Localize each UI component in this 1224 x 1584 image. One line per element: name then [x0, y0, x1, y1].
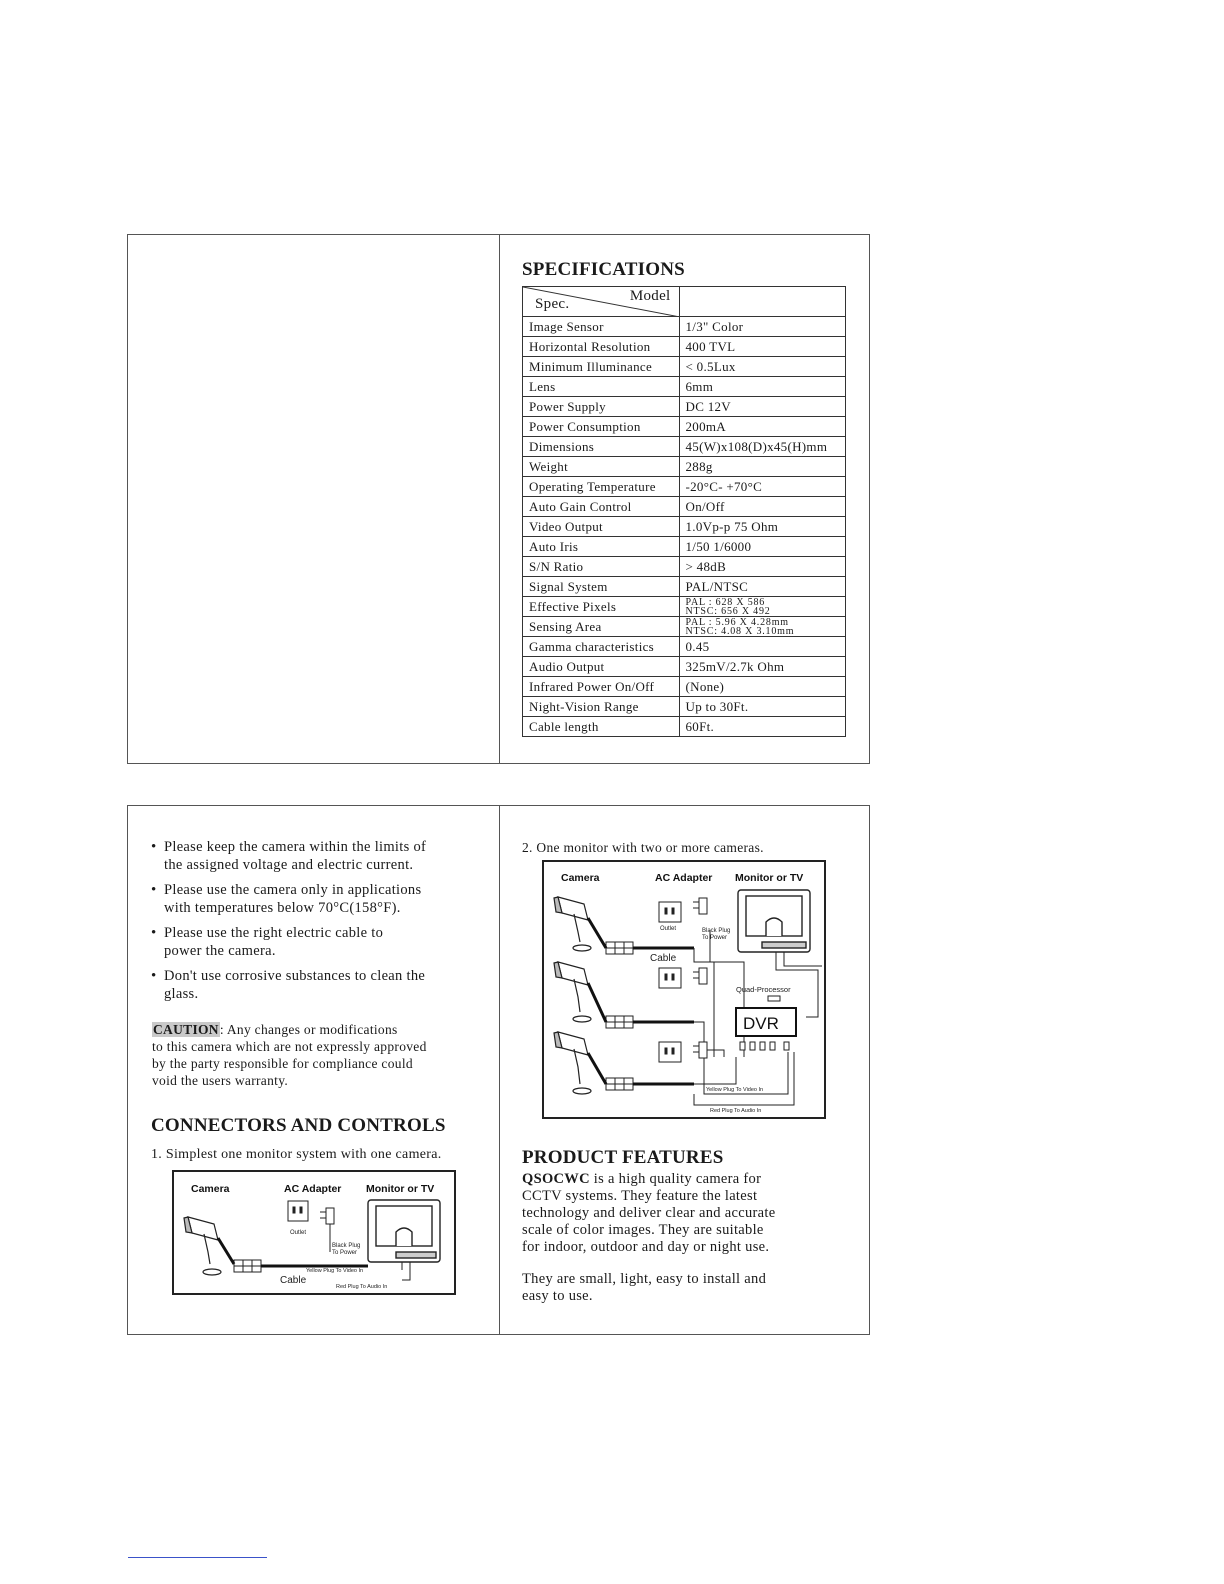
- spec-value: 288g: [679, 457, 846, 477]
- quad-processor-label: Quad-Processor: [736, 985, 791, 994]
- spec-value: 325mV/2.7k Ohm: [679, 657, 846, 677]
- table-row: [523, 517, 846, 537]
- spec-value: 400 TVL: [679, 337, 846, 357]
- precautions-list: [150, 838, 494, 1010]
- spec-label: Infrared Power On/Off: [523, 677, 680, 697]
- spec-value: 60Ft.: [679, 717, 846, 737]
- connectors-item-2: 2. One monitor with two or more cameras.: [522, 840, 764, 855]
- table-row: [523, 677, 846, 697]
- connector-icon: [234, 1260, 261, 1272]
- spec-label: Dimensions: [523, 437, 680, 457]
- spec-label: Audio Output: [523, 657, 680, 677]
- table-row: [523, 417, 846, 437]
- table-row: [523, 717, 846, 737]
- product-features-paragraph-1: [522, 1171, 775, 1256]
- connector-icon: [606, 942, 633, 1090]
- list-item: [164, 924, 494, 960]
- product-features-paragraph-2: [522, 1271, 766, 1305]
- spec-label: Lens: [523, 377, 680, 397]
- list-item-line: • Please use the camera only in applications: [164, 882, 422, 898]
- caution-text: : Any changes or modifications: [219, 1022, 398, 1037]
- list-item-line: the assigned voltage and electric current.: [164, 857, 414, 873]
- spec-label: Sensing Area: [523, 617, 680, 637]
- table-row: [523, 377, 846, 397]
- spec-value-line: NTSC: 4.08 X 3.10mm: [685, 625, 795, 637]
- table-row: [523, 657, 846, 677]
- list-item-line: • Please use the right electric cable to: [164, 925, 384, 941]
- ac-adapter-label: AC Adapter: [655, 872, 713, 884]
- monitor-label: Monitor or TV: [366, 1183, 435, 1195]
- multi-camera-diagram: [542, 860, 826, 1119]
- table-row: [523, 557, 846, 577]
- spec-value: 6mm: [679, 377, 846, 397]
- av-plug-lines: [402, 1262, 410, 1280]
- spec-label: Gamma characteristics: [523, 637, 680, 657]
- monitor-icon: [738, 890, 810, 952]
- features-line: They are small, light, easy to install and: [522, 1271, 767, 1287]
- spec-label: Operating Temperature: [523, 477, 680, 497]
- table-row: [523, 437, 846, 457]
- spec-value: 1/3" Color: [679, 317, 846, 337]
- table-row: [523, 597, 846, 617]
- spec-label: Auto Gain Control: [523, 497, 680, 517]
- brand-name: QSOCWC: [522, 1171, 590, 1187]
- spec-value: DC 12V: [679, 397, 846, 417]
- outlet-label: Outlet: [290, 1230, 307, 1236]
- features-text: is a high quality camera for: [589, 1171, 762, 1187]
- caution-line: [152, 1021, 482, 1038]
- connectors-item-1: 1. Simplest one monitor system with one camera.: [151, 1147, 442, 1162]
- list-item-line: • Don't use corrosive substances to clean the: [164, 968, 426, 984]
- spec-value: On/Off: [679, 497, 846, 517]
- spec-label: Minimum Illuminance: [523, 357, 680, 377]
- spec-value: < 0.5Lux: [679, 357, 846, 377]
- spec-value: 0.45: [679, 637, 846, 657]
- spec-label: Video Output: [523, 517, 680, 537]
- features-line: [522, 1171, 775, 1188]
- spec-value: > 48dB: [679, 557, 846, 577]
- yellow-plug-label: Yellow Plug To Video In: [706, 1087, 764, 1093]
- spec-value-line: PAL : 628 X 586: [685, 596, 766, 608]
- table-row: [523, 477, 846, 497]
- cable-label: Cable: [280, 1275, 307, 1286]
- table-row: [523, 317, 846, 337]
- camera-cable-line: [218, 1238, 234, 1264]
- list-item: [164, 838, 494, 874]
- spec-label: Image Sensor: [523, 317, 680, 337]
- spec-label: Horizontal Resolution: [523, 337, 680, 357]
- spec-label: Night-Vision Range: [523, 697, 680, 717]
- table-row: [523, 497, 846, 517]
- table-row: [523, 397, 846, 417]
- single-camera-diagram-drawing: [174, 1172, 454, 1293]
- outlet-icon: [288, 1201, 308, 1221]
- list-item-line: power the camera.: [164, 943, 276, 959]
- caution-line: to this camera which are not expressly approved: [152, 1039, 427, 1054]
- spec-value: PAL/NTSC: [679, 577, 846, 597]
- spec-label: Auto Iris: [523, 537, 680, 557]
- camera-icon: [554, 897, 591, 951]
- table-row: [523, 577, 846, 597]
- spec-label: Power Consumption: [523, 417, 680, 437]
- bottom-panel-divider: [499, 806, 500, 1334]
- spec-header-row: [523, 287, 846, 317]
- cable-label: Cable: [650, 953, 677, 964]
- features-line: CCTV systems. They feature the latest: [522, 1188, 758, 1204]
- spec-label: Power Supply: [523, 397, 680, 417]
- black-plug-label-2: To Power: [332, 1250, 358, 1256]
- red-plug-label: Red Plug To Audio In: [336, 1284, 388, 1290]
- camera-label: Camera: [561, 872, 600, 884]
- caution-label: CAUTION: [153, 1022, 219, 1037]
- features-line: scale of color images. They are suitable: [522, 1222, 764, 1238]
- table-row: [523, 457, 846, 477]
- camera-label: Camera: [191, 1183, 230, 1195]
- spec-value: [679, 597, 846, 617]
- top-panel-divider: [499, 235, 500, 763]
- list-item: [164, 881, 494, 917]
- power-plug-icon: [693, 898, 707, 1058]
- black-plug-label-1: Black Plug: [332, 1243, 361, 1249]
- spec-value: (None): [679, 677, 846, 697]
- features-line: for indoor, outdoor and day or night use.: [522, 1239, 770, 1255]
- spec-value: -20°C- +70°C: [679, 477, 846, 497]
- spec-value: [679, 617, 846, 637]
- spec-value: 200mA: [679, 417, 846, 437]
- features-line: easy to use.: [522, 1288, 593, 1304]
- dvr-label: DVR: [743, 1014, 779, 1033]
- table-row: [523, 337, 846, 357]
- red-plug-label: Red Plug To Audio In: [710, 1108, 762, 1114]
- table-row: [523, 537, 846, 557]
- spec-label: Signal System: [523, 577, 680, 597]
- table-row: [523, 637, 846, 657]
- single-camera-diagram: [172, 1170, 456, 1295]
- spec-header-cell: [523, 287, 680, 317]
- caution-paragraph: [152, 1021, 482, 1089]
- connectors-title: CONNECTORS AND CONTROLS: [151, 1115, 446, 1136]
- monitor-label: Monitor or TV: [735, 872, 804, 884]
- caution-line: void the users warranty.: [152, 1073, 289, 1088]
- features-line: technology and deliver clear and accurate: [522, 1205, 776, 1221]
- spec-label: S/N Ratio: [523, 557, 680, 577]
- outlet-label: Outlet: [660, 926, 677, 932]
- caution-line: by the party responsible for compliance could: [152, 1056, 413, 1071]
- spec-label: Weight: [523, 457, 680, 477]
- table-row: [523, 617, 846, 637]
- header-model-label: Model: [629, 288, 671, 304]
- list-item: [164, 967, 494, 1003]
- spec-label: Effective Pixels: [523, 597, 680, 617]
- product-features-title: PRODUCT FEATURES: [522, 1147, 724, 1168]
- multi-camera-diagram-drawing: [544, 862, 824, 1117]
- spec-value: 1/50 1/6000: [679, 537, 846, 557]
- camera-icon: [554, 962, 591, 1022]
- yellow-plug-label: Yellow Plug To Video In: [306, 1268, 364, 1274]
- specifications-title: SPECIFICATIONS: [522, 259, 685, 280]
- black-plug-label-2: To Power: [702, 935, 728, 941]
- quad-processor-icon: [768, 996, 780, 1001]
- ac-adapter-label: AC Adapter: [284, 1183, 342, 1195]
- table-row: [523, 697, 846, 717]
- camera-icon: [554, 1032, 591, 1094]
- camera-icon: [184, 1217, 221, 1275]
- spec-value-line: NTSC: 656 X 492: [685, 605, 771, 617]
- spec-label: Cable length: [523, 717, 680, 737]
- table-row: [523, 357, 846, 377]
- spec-value: Up to 30Ft.: [679, 697, 846, 717]
- spec-value: 45(W)x108(D)x45(H)mm: [679, 437, 846, 457]
- header-value-cell: [679, 287, 846, 317]
- list-item-line: with temperatures below 70°C(158°F).: [164, 900, 401, 916]
- header-spec-label: Spec.: [535, 296, 570, 312]
- monitor-icon: [368, 1200, 440, 1262]
- spec-value-line: PAL : 5.96 X 4.28mm: [685, 616, 789, 628]
- dvr-ports: [740, 1042, 789, 1050]
- spec-value: 1.0Vp-p 75 Ohm: [679, 517, 846, 537]
- list-item-line: glass.: [164, 986, 199, 1002]
- specifications-table: [522, 286, 846, 737]
- list-item-line: • Please keep the camera within the limits of: [164, 839, 427, 855]
- footer-rule: [128, 1557, 267, 1558]
- black-plug-label-1: Black Plug: [702, 928, 731, 934]
